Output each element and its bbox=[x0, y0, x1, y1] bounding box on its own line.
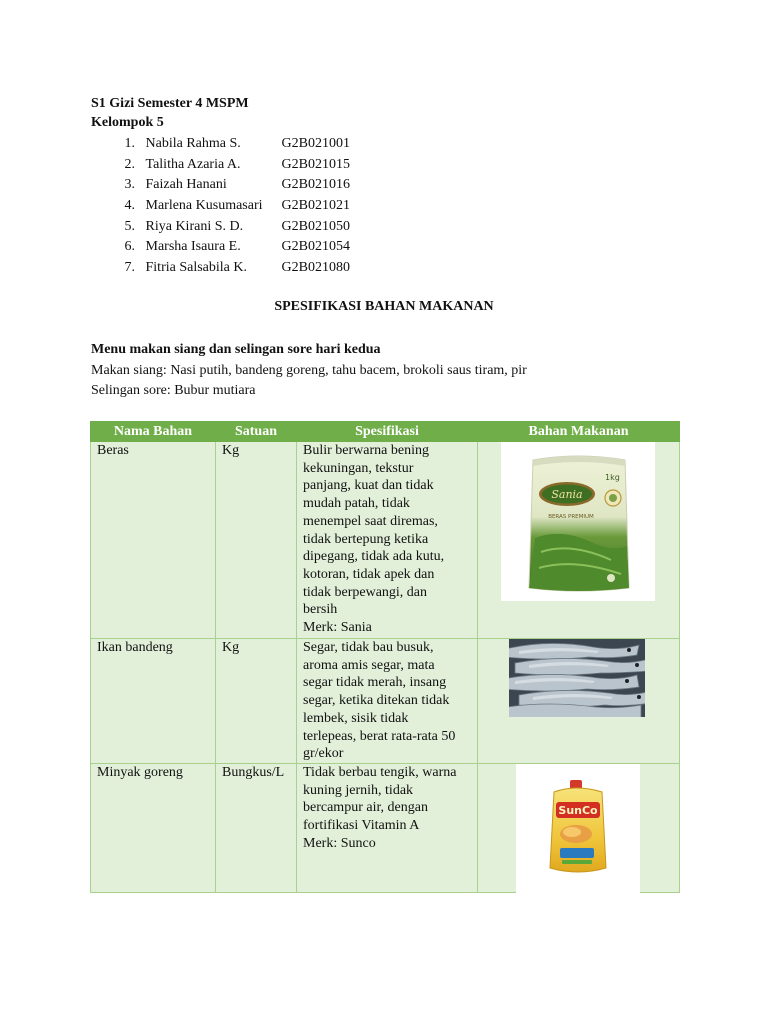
cell-spec bbox=[297, 442, 478, 639]
cell-name: Beras bbox=[91, 442, 216, 639]
cell-unit: Kg bbox=[216, 442, 297, 639]
spec-line: fortifikasi Vitamin A bbox=[303, 818, 420, 834]
milkfish-image bbox=[509, 639, 645, 717]
member-name: Riya Kirani S. D. bbox=[145, 218, 244, 234]
member-nim: G2B021050 bbox=[281, 218, 350, 234]
cell-image bbox=[478, 639, 680, 764]
member-name: Fitria Salsabila K. bbox=[145, 260, 247, 276]
column-header: Spesifikasi bbox=[297, 422, 478, 442]
list-number: 5. bbox=[124, 218, 135, 234]
cell-unit: Bungkus/L bbox=[216, 764, 297, 893]
lunch-menu: Makan siang: Nasi putih, bandeng goreng, tahu bacem, brokoli saus tiram, pir bbox=[91, 362, 527, 378]
column-header: Nama Bahan bbox=[91, 422, 216, 442]
snack-menu: Selingan sore: Bubur mutiara bbox=[91, 383, 256, 398]
list-item bbox=[91, 175, 350, 196]
member-name: Marlena Kusumasari bbox=[145, 198, 263, 214]
spec-line: lembek, sisik tidak bbox=[303, 710, 409, 726]
document-title: SPESIFIKASI BAHAN MAKANAN bbox=[274, 299, 494, 314]
spec-line: tidak berpewangi, dan bbox=[303, 584, 428, 600]
spec-line: bercampur air, dengan bbox=[303, 800, 428, 816]
table-row bbox=[91, 442, 680, 639]
cell-name: Ikan bandeng bbox=[91, 639, 216, 764]
spec-line: kuning jernih, tidak bbox=[303, 782, 414, 798]
table-row bbox=[91, 639, 680, 764]
cell-spec bbox=[297, 639, 478, 764]
spec-line: segar, ketika ditekan tidak bbox=[303, 693, 450, 709]
list-item bbox=[91, 217, 350, 238]
list-number: 6. bbox=[124, 239, 135, 255]
spec-line: Merk: Sania bbox=[303, 620, 372, 636]
spec-line: aroma amis segar, mata bbox=[303, 657, 435, 673]
spec-line: panjang, kuat dan tidak bbox=[303, 478, 434, 494]
spec-line: Tidak berbau tengik, warna bbox=[303, 765, 457, 780]
member-name: Nabila Rahma S. bbox=[145, 136, 241, 151]
spec-line: Bulir berwarna bening bbox=[303, 443, 429, 458]
spec-line: Segar, tidak bau busuk, bbox=[303, 640, 434, 655]
table-header-row bbox=[91, 422, 680, 442]
spec-line: gr/ekor bbox=[303, 746, 344, 762]
spec-line: menempel saat diremas, bbox=[303, 513, 438, 529]
spec-line: terlepeas, berat rata-rata 50 bbox=[303, 728, 456, 744]
list-number: 7. bbox=[124, 260, 135, 276]
cell-unit: Kg bbox=[216, 639, 297, 764]
spec-line: tidak bertepung ketika bbox=[303, 531, 429, 547]
spec-line: bersih bbox=[303, 602, 338, 618]
list-item bbox=[91, 258, 350, 279]
group-title: Kelompok 5 bbox=[91, 115, 164, 130]
list-item bbox=[91, 196, 350, 217]
spec-line: kekuningan, tekstur bbox=[303, 460, 414, 476]
member-nim: G2B021015 bbox=[281, 156, 350, 172]
menu-section bbox=[91, 340, 527, 402]
cell-spec bbox=[297, 764, 478, 893]
column-header: Satuan bbox=[216, 422, 297, 442]
table-row bbox=[91, 764, 680, 893]
svg-text:Sania: Sania bbox=[551, 488, 583, 501]
member-name: Faizah Hanani bbox=[145, 177, 227, 193]
list-item bbox=[91, 155, 350, 176]
spec-line: Merk: Sunco bbox=[303, 835, 376, 851]
rice-bag-image bbox=[501, 442, 655, 601]
cell-image bbox=[478, 442, 680, 639]
member-nim: G2B021080 bbox=[281, 260, 350, 276]
member-nim: G2B021016 bbox=[281, 177, 350, 193]
spec-table bbox=[90, 421, 680, 893]
svg-text:BERAS PREMIUM: BERAS PREMIUM bbox=[548, 514, 594, 520]
list-number: 1. bbox=[124, 136, 135, 151]
list-number: 2. bbox=[124, 156, 135, 172]
member-name: Marsha Isaura E. bbox=[145, 239, 241, 255]
member-list bbox=[91, 134, 350, 279]
spec-line: kotoran, tidak apek dan bbox=[303, 566, 435, 582]
spec-line: dipegang, tidak ada kutu, bbox=[303, 549, 445, 565]
spec-line: mudah patah, tidak bbox=[303, 496, 410, 512]
svg-text:1kg: 1kg bbox=[605, 473, 620, 482]
list-number: 3. bbox=[124, 177, 135, 193]
cell-image bbox=[478, 764, 680, 893]
cell-name: Minyak goreng bbox=[91, 764, 216, 893]
list-item bbox=[91, 134, 350, 155]
svg-text:SunCo: SunCo bbox=[558, 804, 598, 817]
member-name: Talitha Azaria A. bbox=[145, 156, 241, 172]
list-number: 4. bbox=[124, 198, 135, 214]
member-nim: G2B021021 bbox=[281, 198, 350, 214]
column-header: Bahan Makanan bbox=[478, 422, 680, 442]
document-header bbox=[91, 94, 249, 132]
member-nim: G2B021054 bbox=[281, 239, 350, 255]
cooking-oil-image bbox=[516, 764, 640, 893]
menu-heading: Menu makan siang dan selingan sore hari kedua bbox=[91, 342, 381, 357]
list-item bbox=[91, 237, 350, 258]
member-nim: G2B021001 bbox=[281, 136, 350, 151]
class-title: S1 Gizi Semester 4 MSPM bbox=[91, 96, 249, 111]
spec-line: segar tidak merah, insang bbox=[303, 675, 447, 691]
